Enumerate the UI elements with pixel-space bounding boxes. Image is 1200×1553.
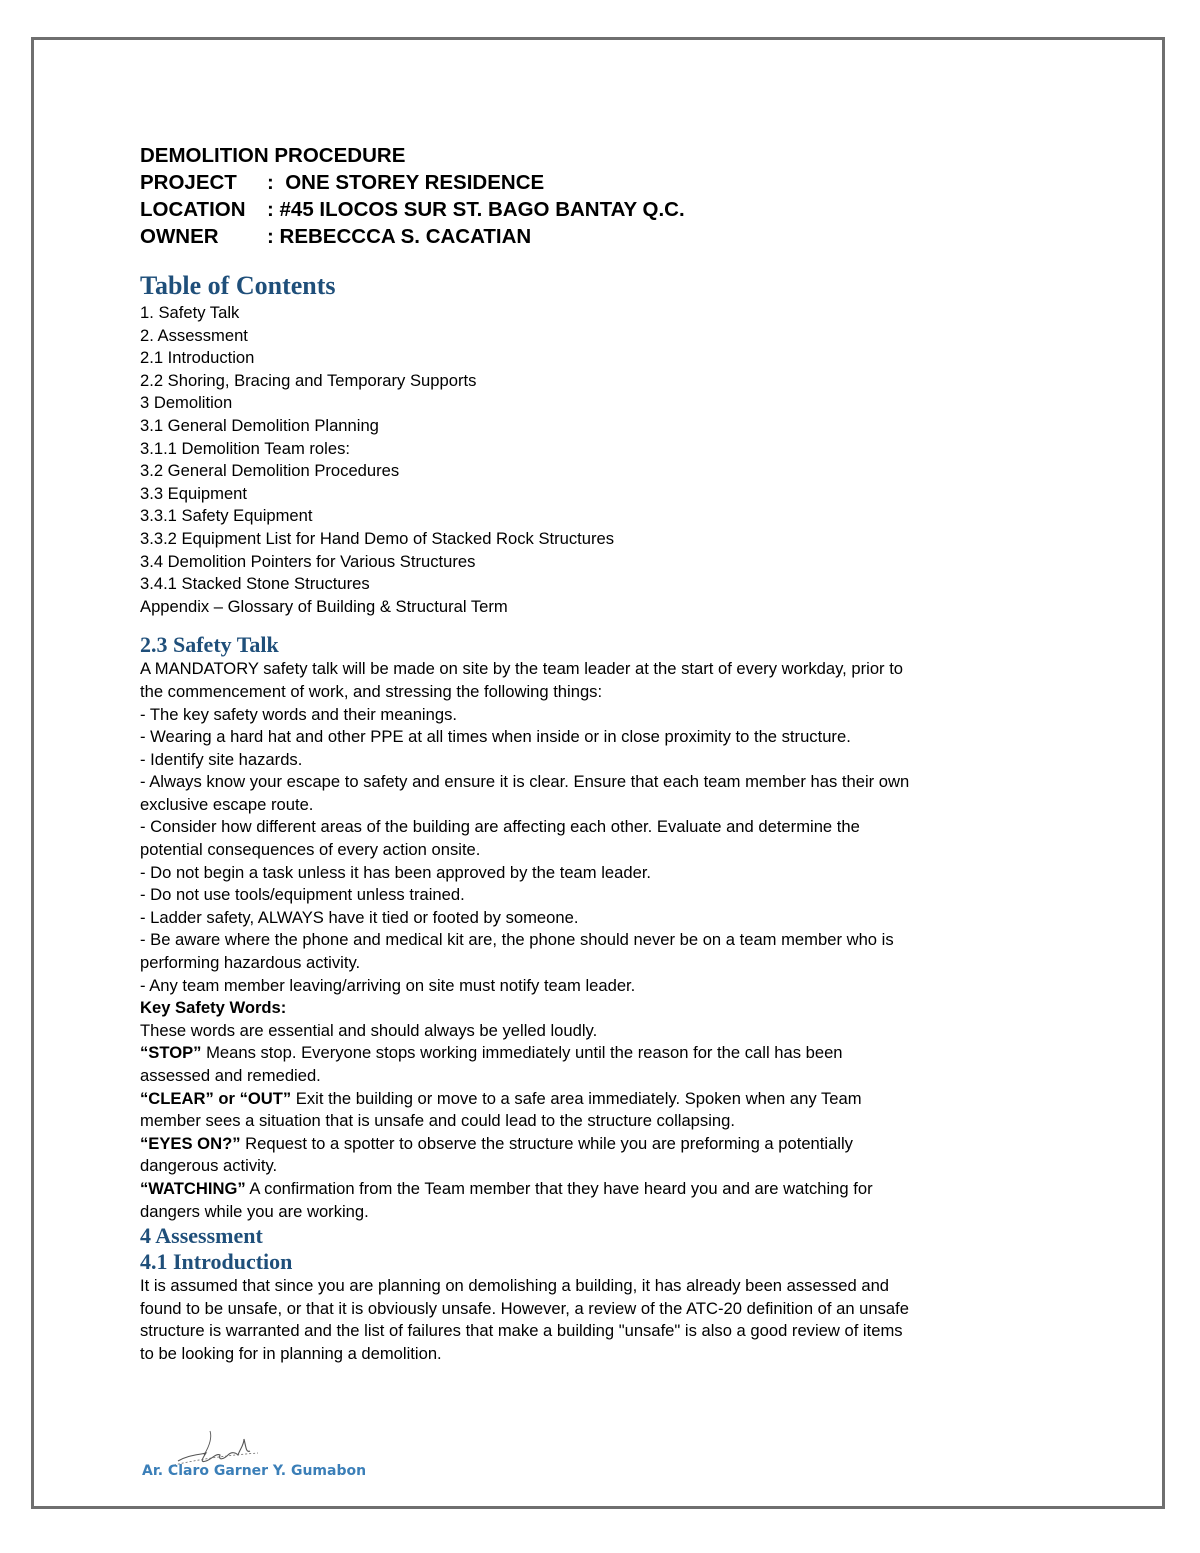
paragraph-line: - Be aware where the phone and medical kit are, the phone should never be on a team member who is (140, 930, 894, 950)
safety-talk-body (140, 658, 1060, 1223)
paragraph-line: to be looking for in planning a demolition. (140, 1343, 442, 1363)
key-word-text: A confirmation from the Team member that they have heard you and are watching for (245, 1178, 873, 1198)
paragraph-line: - Wearing a hard hat and other PPE at all times when inside or in close proximity to the structure. (140, 727, 851, 747)
paragraph-line: - Do not use tools/equipment unless trained. (140, 885, 465, 905)
key-word: “STOP” (140, 1043, 202, 1063)
header-label: LOCATION (140, 198, 246, 221)
paragraph-line: performing hazardous activity. (140, 953, 361, 973)
key-word-entry (140, 1042, 1060, 1065)
key-word-text-cont: dangers while you are working. (140, 1201, 369, 1221)
header-row-location (140, 196, 1060, 223)
toc-item: 3.4.1 Stacked Stone Structures (140, 574, 370, 594)
header-row-project (140, 169, 1060, 196)
paragraph-line: - Do not begin a task unless it has been approved by the team leader. (140, 862, 652, 882)
header-row-owner (140, 223, 1060, 250)
toc-item: 3.1 General Demolition Planning (140, 415, 379, 435)
toc-list (140, 302, 1060, 618)
key-word-entry (140, 1088, 1060, 1111)
toc-item: 2. Assessment (140, 325, 248, 345)
paragraph-line: potential consequences of every action onsite. (140, 840, 481, 860)
key-words-heading: Key Safety Words: (140, 998, 287, 1018)
introduction-body (140, 1275, 1060, 1365)
key-word-text: Request to a spotter to observe the structure while you are preforming a potentially (240, 1133, 853, 1153)
key-word-text: Means stop. Everyone stops working immediately until the reason for the call has been (201, 1043, 843, 1063)
introduction-heading: 4.1 Introduction (140, 1249, 293, 1275)
header-label: PROJECT (140, 171, 237, 194)
key-word-text: Exit the building or move to a safe area immediately. Spoken when any Team (291, 1088, 862, 1108)
toc-item: 3.1.1 Demolition Team roles: (140, 438, 350, 458)
toc-item: 3.3.2 Equipment List for Hand Demo of Stacked Rock Structures (140, 528, 615, 548)
key-word-entry (140, 1133, 1060, 1156)
safety-talk-heading: 2.3 Safety Talk (140, 632, 279, 658)
key-word-entry (140, 1178, 1060, 1201)
paragraph-line: the commencement of work, and stressing the following things: (140, 681, 603, 701)
header-value: : ONE STOREY RESIDENCE (267, 171, 545, 194)
toc-item: 3 Demolition (140, 393, 233, 413)
toc-item: 2.1 Introduction (140, 348, 255, 368)
paragraph-line: A MANDATORY safety talk will be made on site by the team leader at the start of every workday, prior to (140, 659, 904, 679)
document-body (140, 142, 1060, 1366)
toc-item: 1. Safety Talk (140, 303, 240, 322)
assessment-heading: 4 Assessment (140, 1223, 263, 1249)
signature-scribble (140, 1425, 400, 1495)
paragraph-line: - The key safety words and their meanings. (140, 704, 457, 724)
toc-heading: Table of Contents (140, 271, 336, 300)
key-word: “EYES ON?” (140, 1133, 241, 1153)
key-word-text-cont: assessed and remedied. (140, 1066, 321, 1085)
document-title: DEMOLITION PROCEDURE (140, 144, 406, 167)
header-label: OWNER (140, 225, 219, 248)
key-word: “WATCHING” (140, 1178, 246, 1198)
paragraph-line: - Consider how different areas of the building are affecting each other. Evaluate and determine the (140, 817, 860, 837)
toc-item: 2.2 Shoring, Bracing and Temporary Supports (140, 370, 477, 390)
toc-item: 3.3.1 Safety Equipment (140, 506, 313, 526)
key-word-text-cont: member sees a situation that is unsafe and could lead to the structure collapsing. (140, 1111, 735, 1131)
paragraph-line: - Any team member leaving/arriving on site must notify team leader. (140, 975, 636, 995)
paragraph-line: - Ladder safety, ALWAYS have it tied or footed by someone. (140, 907, 579, 927)
key-word-text-cont: dangerous activity. (140, 1156, 278, 1176)
toc-item: Appendix – Glossary of Building & Structural Term (140, 596, 508, 616)
toc-item: 3.4 Demolition Pointers for Various Structures (140, 551, 476, 571)
toc-item: 3.3 Equipment (140, 483, 248, 503)
key-word: “CLEAR” or “OUT” (140, 1088, 292, 1108)
header-value: : REBECCCA S. CACATIAN (267, 225, 532, 248)
signature-name: Ar. Claro Garner Y. Gumabon (142, 1463, 367, 1479)
header-value: : #45 ILOCOS SUR ST. BAGO BANTAY Q.C. (267, 198, 685, 221)
paragraph-line: found to be unsafe, or that it is obviously unsafe. However, a review of the ATC-20 definition of an unsafe (140, 1298, 909, 1318)
paragraph-line: exclusive escape route. (140, 794, 314, 814)
paragraph-line: - Identify site hazards. (140, 749, 303, 769)
document-header (140, 142, 1060, 250)
paragraph-line: - Always know your escape to safety and ensure it is clear. Ensure that each team member has their own (140, 772, 910, 792)
paragraph-line: It is assumed that since you are planning on demolishing a building, it has already been assessed and (140, 1276, 890, 1296)
key-words-intro: These words are essential and should always be yelled loudly. (140, 1020, 598, 1040)
toc-item: 3.2 General Demolition Procedures (140, 461, 400, 481)
paragraph-line: structure is warranted and the list of failures that make a building "unsafe" is also a good review of items (140, 1321, 903, 1341)
